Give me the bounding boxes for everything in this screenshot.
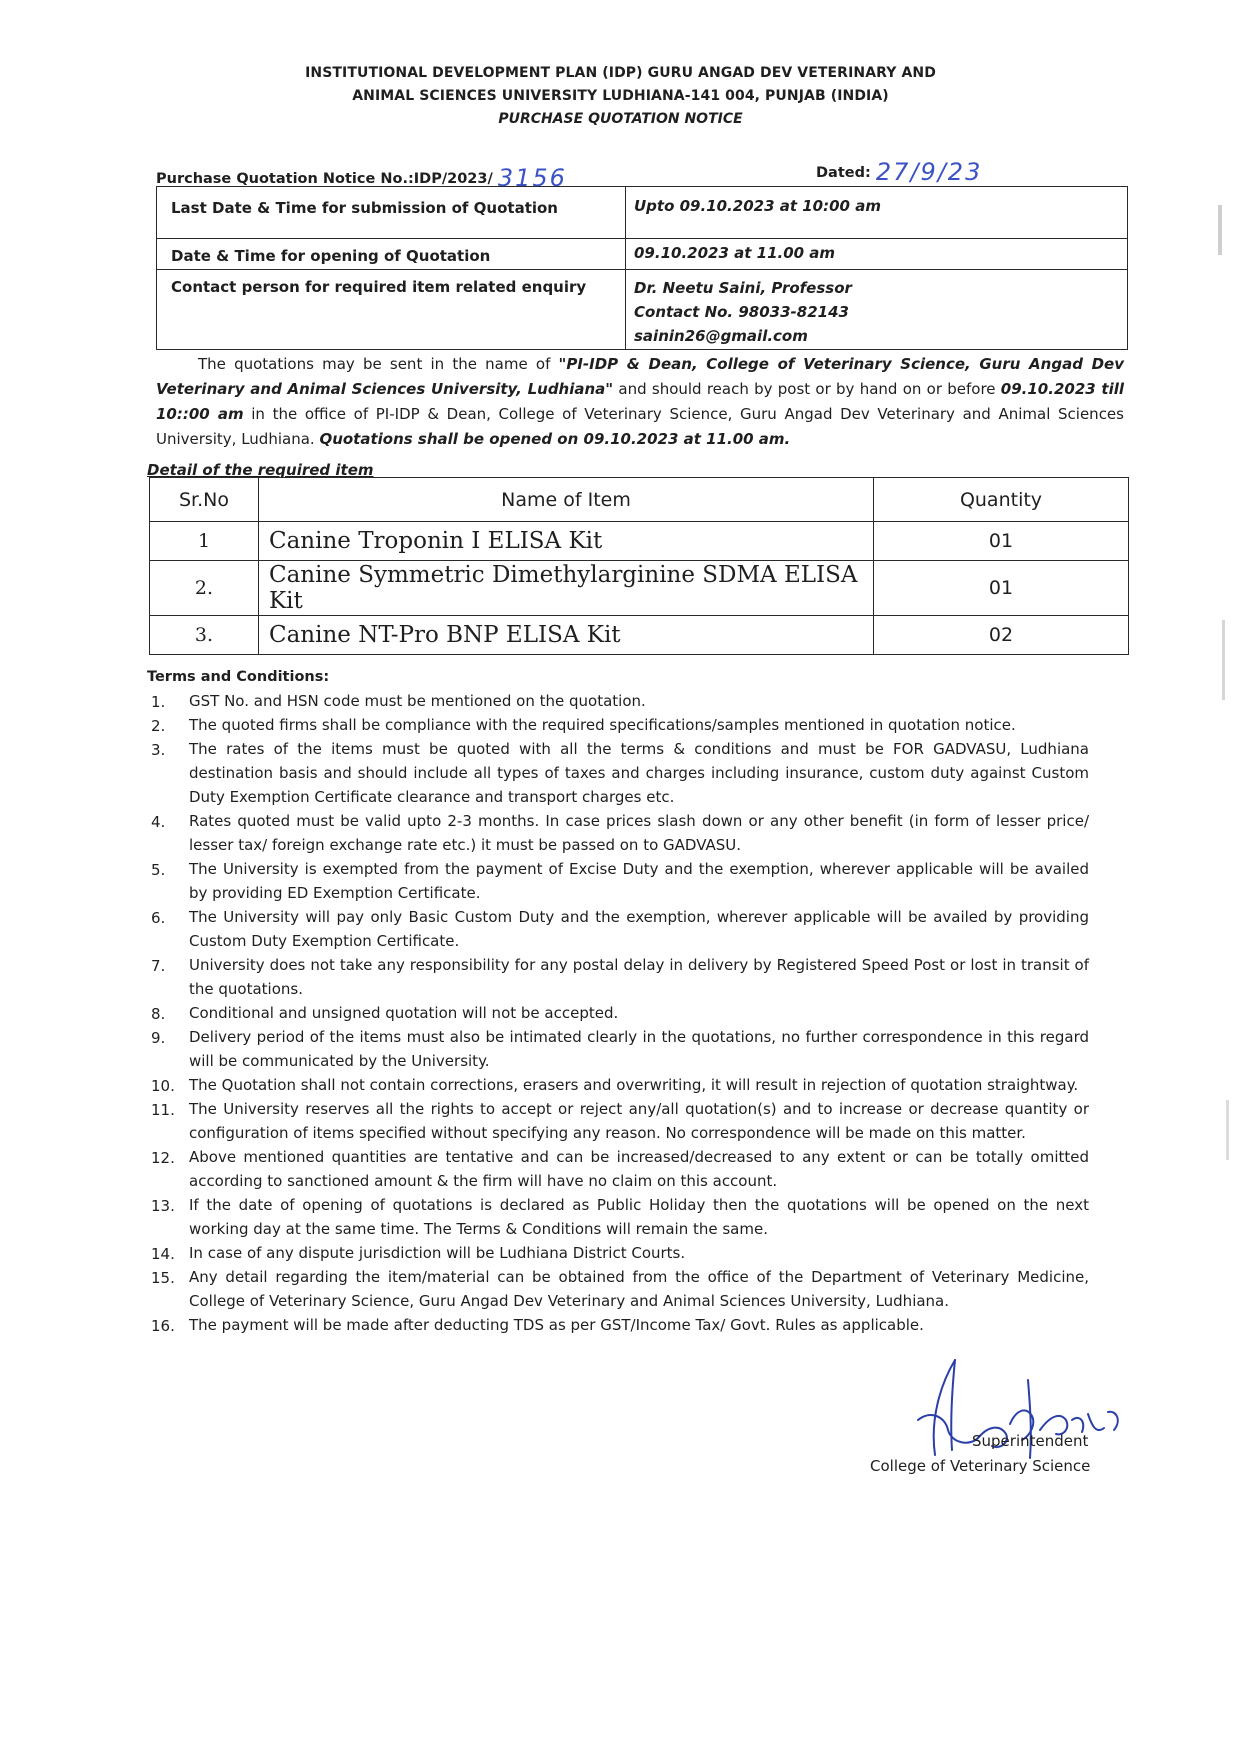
- scan-speck: [1218, 205, 1222, 255]
- term-text: The University reserves all the rights to accept or reject any/all quotation(s) and to increase or decrease quantity or configuration of items specified without specifying any reason. No correspondence will be made on this matter.: [189, 1100, 1089, 1142]
- term-text: In case of any dispute jurisdiction will be Ludhiana District Courts.: [189, 1244, 686, 1262]
- term-number: 15.: [151, 1269, 175, 1287]
- list-item: [147, 737, 1089, 809]
- notice-number-label: Purchase Quotation Notice No.:IDP/2023/: [156, 171, 493, 187]
- info-value-line: sainin26@gmail.com: [634, 327, 808, 345]
- list-item: [147, 1073, 1089, 1097]
- list-item: [147, 1145, 1089, 1193]
- info-row: [157, 187, 1128, 239]
- item-name-header: Name of Item: [259, 478, 874, 522]
- term-text: University does not take any responsibility for any postal delay in delivery by Registered Speed Post or lost in transit of the quotations.: [189, 956, 1089, 998]
- table-row: [150, 561, 1129, 616]
- info-label: Date & Time for opening of Quotation: [157, 239, 626, 270]
- quantity-header: Quantity: [874, 478, 1129, 522]
- list-item: [147, 713, 1089, 737]
- item-name-cell: Canine Troponin I ELISA Kit: [259, 522, 874, 561]
- quantity-cell: 01: [874, 522, 1129, 561]
- scan-speck: [1226, 1100, 1229, 1160]
- list-item: [147, 1313, 1089, 1337]
- sr-no-cell: 1: [150, 522, 259, 561]
- para-text-2: and should reach by post or by hand on or before: [613, 380, 1001, 398]
- info-value: [626, 270, 1128, 350]
- sr-no-cell: 2.: [150, 561, 259, 616]
- list-item: [147, 1025, 1089, 1073]
- para-text-3: in the office of PI-IDP & Dean, College of Veterinary Science, Guru Angad Dev Veterinary and Animal Sciences University, Ludhiana.: [156, 405, 1124, 448]
- list-item: [147, 857, 1089, 905]
- term-text: GST No. and HSN code must be mentioned on the quotation.: [189, 692, 646, 710]
- term-text: Conditional and unsigned quotation will not be accepted.: [189, 1004, 619, 1022]
- list-item: [147, 905, 1089, 953]
- list-item: [147, 1193, 1089, 1241]
- term-number: 14.: [151, 1245, 175, 1263]
- list-item: [147, 1265, 1089, 1313]
- term-text: The Quotation shall not contain corrections, erasers and overwriting, it will result in rejection of quotation straightway.: [189, 1076, 1079, 1094]
- term-text: Rates quoted must be valid upto 2-3 months. In case prices slash down or any other benefit (in form of lesser price/ lesser tax/ foreign exchange rate etc.) it must be passed on to GADVASU.: [189, 812, 1089, 854]
- info-row: [157, 239, 1128, 270]
- list-item: [147, 1001, 1089, 1025]
- term-number: 5.: [151, 861, 166, 879]
- items-header-row: [150, 478, 1129, 522]
- sr-no-cell: 3.: [150, 616, 259, 655]
- items-table: [149, 477, 1129, 655]
- list-item: [147, 689, 1089, 713]
- list-item: [147, 1097, 1089, 1145]
- instructions-paragraph: [156, 352, 1124, 452]
- header-line-2: ANIMAL SCIENCES UNIVERSITY LUDHIANA-141 004, PUNJAB (INDIA): [352, 88, 889, 104]
- list-item: [147, 953, 1089, 1001]
- term-text: The rates of the items must be quoted with all the terms & conditions and must be FOR GADVASU, Ludhiana destination basis and should include all types of taxes and charges including insurance, custom duty against Custom Duty Exemption Certificate clearance and transport charges etc.: [189, 740, 1089, 806]
- term-text: Delivery period of the items must also be intimated clearly in the quotations, no further correspondence in this regard will be communicated by the University.: [189, 1028, 1089, 1070]
- term-number: 13.: [151, 1197, 175, 1215]
- notice-reference-row: [156, 158, 1128, 192]
- table-row: [150, 522, 1129, 561]
- para-text-1: The quotations may be sent in the name of: [198, 355, 559, 373]
- term-number: 7.: [151, 957, 166, 975]
- term-text: The University is exempted from the payment of Excise Duty and the exemption, wherever applicable will be availed by providing ED Exemption Certificate.: [189, 860, 1089, 902]
- term-number: 1.: [151, 693, 166, 711]
- term-text: The University will pay only Basic Custom Duty and the exemption, wherever applicable will be availed by providing Custom Duty Exemption Certificate.: [189, 908, 1089, 950]
- notice-number-handwritten: 3156: [497, 164, 567, 192]
- term-number: 6.: [151, 909, 166, 927]
- sr-no-header: Sr.No: [150, 478, 259, 522]
- info-value-line: Dr. Neetu Saini, Professor: [634, 279, 852, 297]
- notice-date: [816, 158, 982, 186]
- term-number: 11.: [151, 1101, 175, 1119]
- item-name-cell: Canine Symmetric Dimethylarginine SDMA ELISA Kit: [259, 561, 874, 616]
- info-value: [626, 187, 1128, 239]
- info-label: Last Date & Time for submission of Quotation: [157, 187, 626, 239]
- para-bold-1: "PI-IDP & Dean, College of Veterinary Science, Guru Angad Dev Veterinary and Animal Sciences University, Ludhiana": [156, 355, 1124, 398]
- term-number: 12.: [151, 1149, 175, 1167]
- term-number: 3.: [151, 741, 166, 759]
- info-value-line: 09.10.2023 at 11.00 am: [634, 244, 836, 262]
- document-header: [0, 62, 1241, 131]
- term-number: 10.: [151, 1077, 175, 1095]
- term-number: 2.: [151, 717, 166, 735]
- term-number: 4.: [151, 813, 166, 831]
- para-bold-2: 09.10.2023 till 10::00 am: [156, 380, 1125, 423]
- term-number: 8.: [151, 1005, 166, 1023]
- signatory-organization: College of Veterinary Science: [870, 1457, 1091, 1475]
- info-row: [157, 270, 1128, 350]
- terms-heading: Terms and Conditions:: [147, 669, 330, 685]
- term-text: The payment will be made after deducting TDS as per GST/Income Tax/ Govt. Rules as applicable.: [189, 1316, 924, 1334]
- list-item: [147, 1241, 1089, 1265]
- quantity-cell: 02: [874, 616, 1129, 655]
- terms-list: [147, 689, 1089, 1337]
- notice-date-handwritten: 27/9/23: [875, 158, 983, 186]
- term-text: Above mentioned quantities are tentative and can be increased/decreased to any extent or can be totally omitted according to sanctioned amount & the firm will have no claim on this account.: [189, 1148, 1089, 1190]
- para-bold-3: Quotations shall be opened on 09.10.2023 at 11.00 am.: [319, 430, 791, 448]
- term-number: 9.: [151, 1029, 166, 1047]
- signatory-title: Superintendent: [972, 1432, 1089, 1450]
- term-text: The quoted firms shall be compliance with the required specifications/samples mentioned in quotation notice.: [189, 716, 1016, 734]
- table-row: [150, 616, 1129, 655]
- quantity-cell: 01: [874, 561, 1129, 616]
- detail-heading: Detail of the required item: [147, 461, 374, 479]
- term-text: If the date of opening of quotations is declared as Public Holiday then the quotations will be opened on the next working day at the same time. The Terms & Conditions will remain the same.: [189, 1196, 1089, 1238]
- list-item: [147, 809, 1089, 857]
- info-value-line: Contact No. 98033-82143: [634, 303, 849, 321]
- info-value-line: Upto 09.10.2023 at 10:00 am: [634, 197, 881, 215]
- quotation-info-table: [156, 186, 1128, 350]
- item-name-cell: Canine NT-Pro BNP ELISA Kit: [259, 616, 874, 655]
- notice-date-label: Dated:: [816, 165, 871, 181]
- header-line-1: INSTITUTIONAL DEVELOPMENT PLAN (IDP) GURU ANGAD DEV VETERINARY AND: [305, 65, 936, 81]
- info-value: [626, 239, 1128, 270]
- term-number: 16.: [151, 1317, 175, 1335]
- scan-speck: [1222, 620, 1225, 700]
- info-label: Contact person for required item related enquiry: [157, 270, 626, 350]
- header-line-3: PURCHASE QUOTATION NOTICE: [498, 111, 743, 127]
- term-text: Any detail regarding the item/material can be obtained from the office of the Department of Veterinary Medicine, College of Veterinary Science, Guru Angad Dev Veterinary and Animal Sciences University, Ludhiana.: [189, 1268, 1089, 1310]
